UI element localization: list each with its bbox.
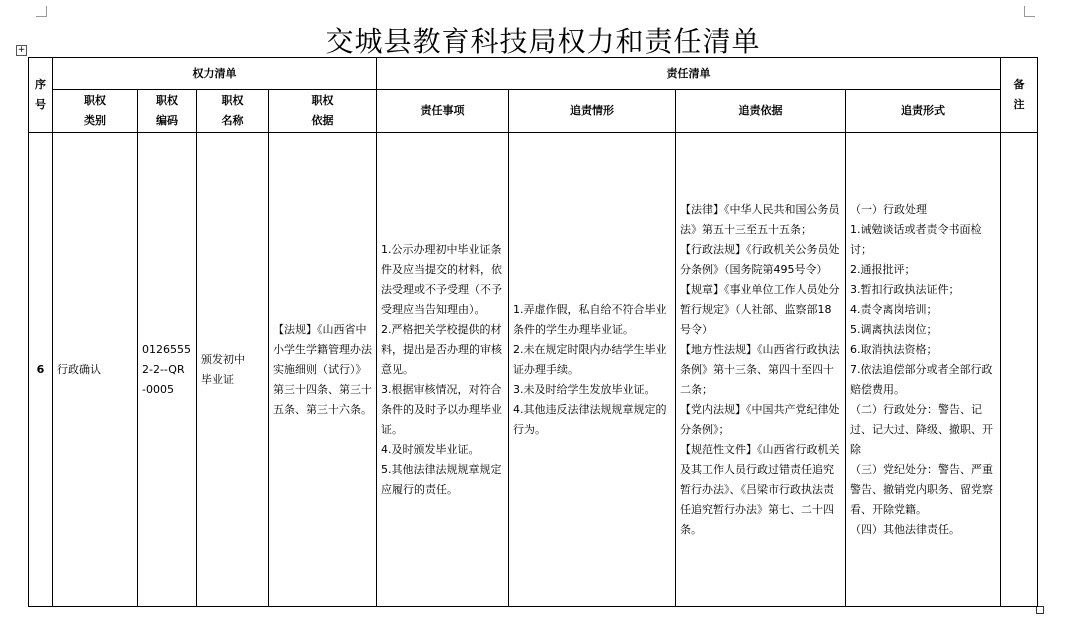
row-power-basis: 【法规】《山西省中小学生学籍管理办法实施细则（试行）》第三十四条、第三十五条、第三十六条。 [269,133,377,607]
header-power-name: 职权 名称 [197,90,269,133]
table-row [29,133,1038,607]
header-duty-items: 责任事项 [377,90,509,133]
row-accountability-basis: 【法律】《中华人民共和国公务员法》第五十三至五十五条； 【行政法规】《行政机关公务员处分条例》（国务院第495号令） 【规章】《事业单位工作人员处分暂行规定》（人社部、监察部18号令） 【地方性法规】《山西省行政执法条例》第十三条、第四十至四十二条； 【党内法规】《中国共产党纪律处分条例》； 【规范性文件】《山西省行政机关及其工作人员行政过错责任追究暂行办法》、《吕梁市行政执法责任追究暂行办法》第七、二十四条。 [676,133,846,607]
header-power-basis: 职权 依据 [269,90,377,133]
page-corner-mark-left [36,6,47,17]
page-title: 交城县教育科技局权力和责任清单 [325,25,761,58]
row-accountability-forms: （一）行政处理 1.诫勉谈话或者责令书面检讨； 2.通报批评； 3.暂扣行政执法证件； 4.责令离岗培训； 5.调离执法岗位； 6.取消执法资格； 7.依法追偿部分或者全部行政赔偿费用。 （二）行政处分：警告、记过、记大过、降级、撤职、开除 （三）党纪处分：警告、严重警告、撤销党内职务、留党察看、开除党籍。 （四）其他法律责任。 [846,133,1001,607]
table-move-handle[interactable]: + [17,45,26,55]
header-seq: 序 号 [29,58,53,133]
header-remark: 备 注 [1001,58,1038,133]
header-power-list: 权力清单 [53,58,377,90]
header-power-code: 职权 编码 [138,90,197,133]
header-power-type: 职权 类别 [53,90,138,133]
page-corner-mark-right [1024,6,1035,17]
row-accountability-cases: 1.弄虚作假，私自给不符合毕业条件的学生办理毕业证。 2.未在规定时限内办结学生毕业证办理手续。 3.未及时给学生发放毕业证。 4.其他违反法律法规规章规定的行为。 [509,133,676,607]
row-remark [1001,133,1038,607]
row-seq: 6 [29,133,53,607]
header-accountability-forms: 追责形式 [846,90,1001,133]
header-duty-list: 责任清单 [377,58,1001,90]
table-resize-handle[interactable] [1036,606,1044,614]
duty-table [28,57,1038,607]
header-accountability-basis: 追责依据 [676,90,846,133]
row-power-code: 0126555 2-2--QR -0005 [138,133,197,607]
header-accountability-cases: 追责情形 [509,90,676,133]
row-power-name: 颁发初中 毕业证 [197,133,269,607]
row-duty-items: 1.公示办理初中毕业证条件及应当提交的材料，依法受理或不予受理（不予受理应当告知理由）。 2.严格把关学校提供的材料，提出是否办理的审核意见。 3.根据审核情况，对符合条件的及时予以办理毕业证。 4.及时颁发毕业证。 5.其他法律法规规章规定应履行的责任。 [377,133,509,607]
row-power-type: 行政确认 [53,133,138,607]
